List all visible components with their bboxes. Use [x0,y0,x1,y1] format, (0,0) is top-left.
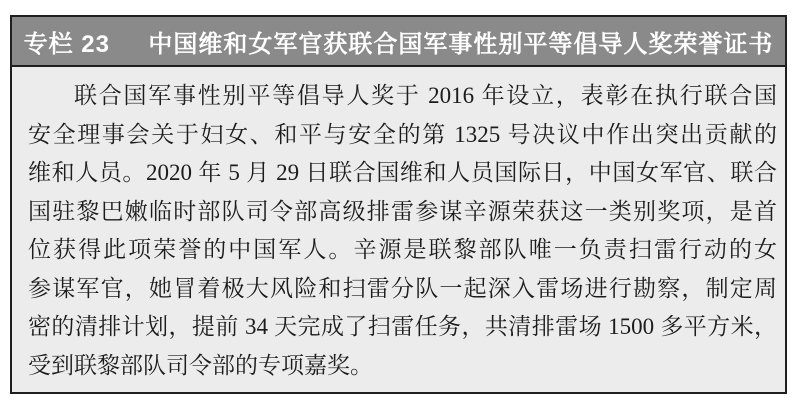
body-text-line: 位获得此项荣誉的中国军人。辛源是联黎部队唯一负责扫雷行动的女 [28,237,777,262]
body-text-line: 维和人员。2020 年 5 月 29 日联合国维和人员国际日，中国女军官、联合 [28,160,777,185]
column-box-body [12,67,785,385]
column-label: 专栏 23 [23,30,110,58]
body-text-line: 密的清排计划，提前 34 天完成了扫雷任务，共清排雷场 1500 多平方米， [28,314,777,339]
body-text-line: 国驻黎巴嫩临时部队司令部高级排雷参谋辛源荣获这一类别奖项，是首 [28,198,777,224]
column-box-header [12,17,785,67]
column-title: 中国维和女军官获联合国军事性别平等倡导人奖荣誉证书 [148,30,774,58]
body-text-line: 参谋军官，她冒着极大风险和扫雷分队一起深入雷场进行勘察，制定周 [28,275,777,301]
body-text-line: 安全理事会关于妇女、和平与安全的第 1325 号决议中作出突出贡献的 [28,121,777,147]
body-text-line: 受到联黎部队司令部的专项嘉奖。 [28,352,373,378]
body-text-line: 联合国军事性别平等倡导人奖于 2016 年设立，表彰在执行联合国 [74,83,777,108]
column-box [10,15,787,394]
